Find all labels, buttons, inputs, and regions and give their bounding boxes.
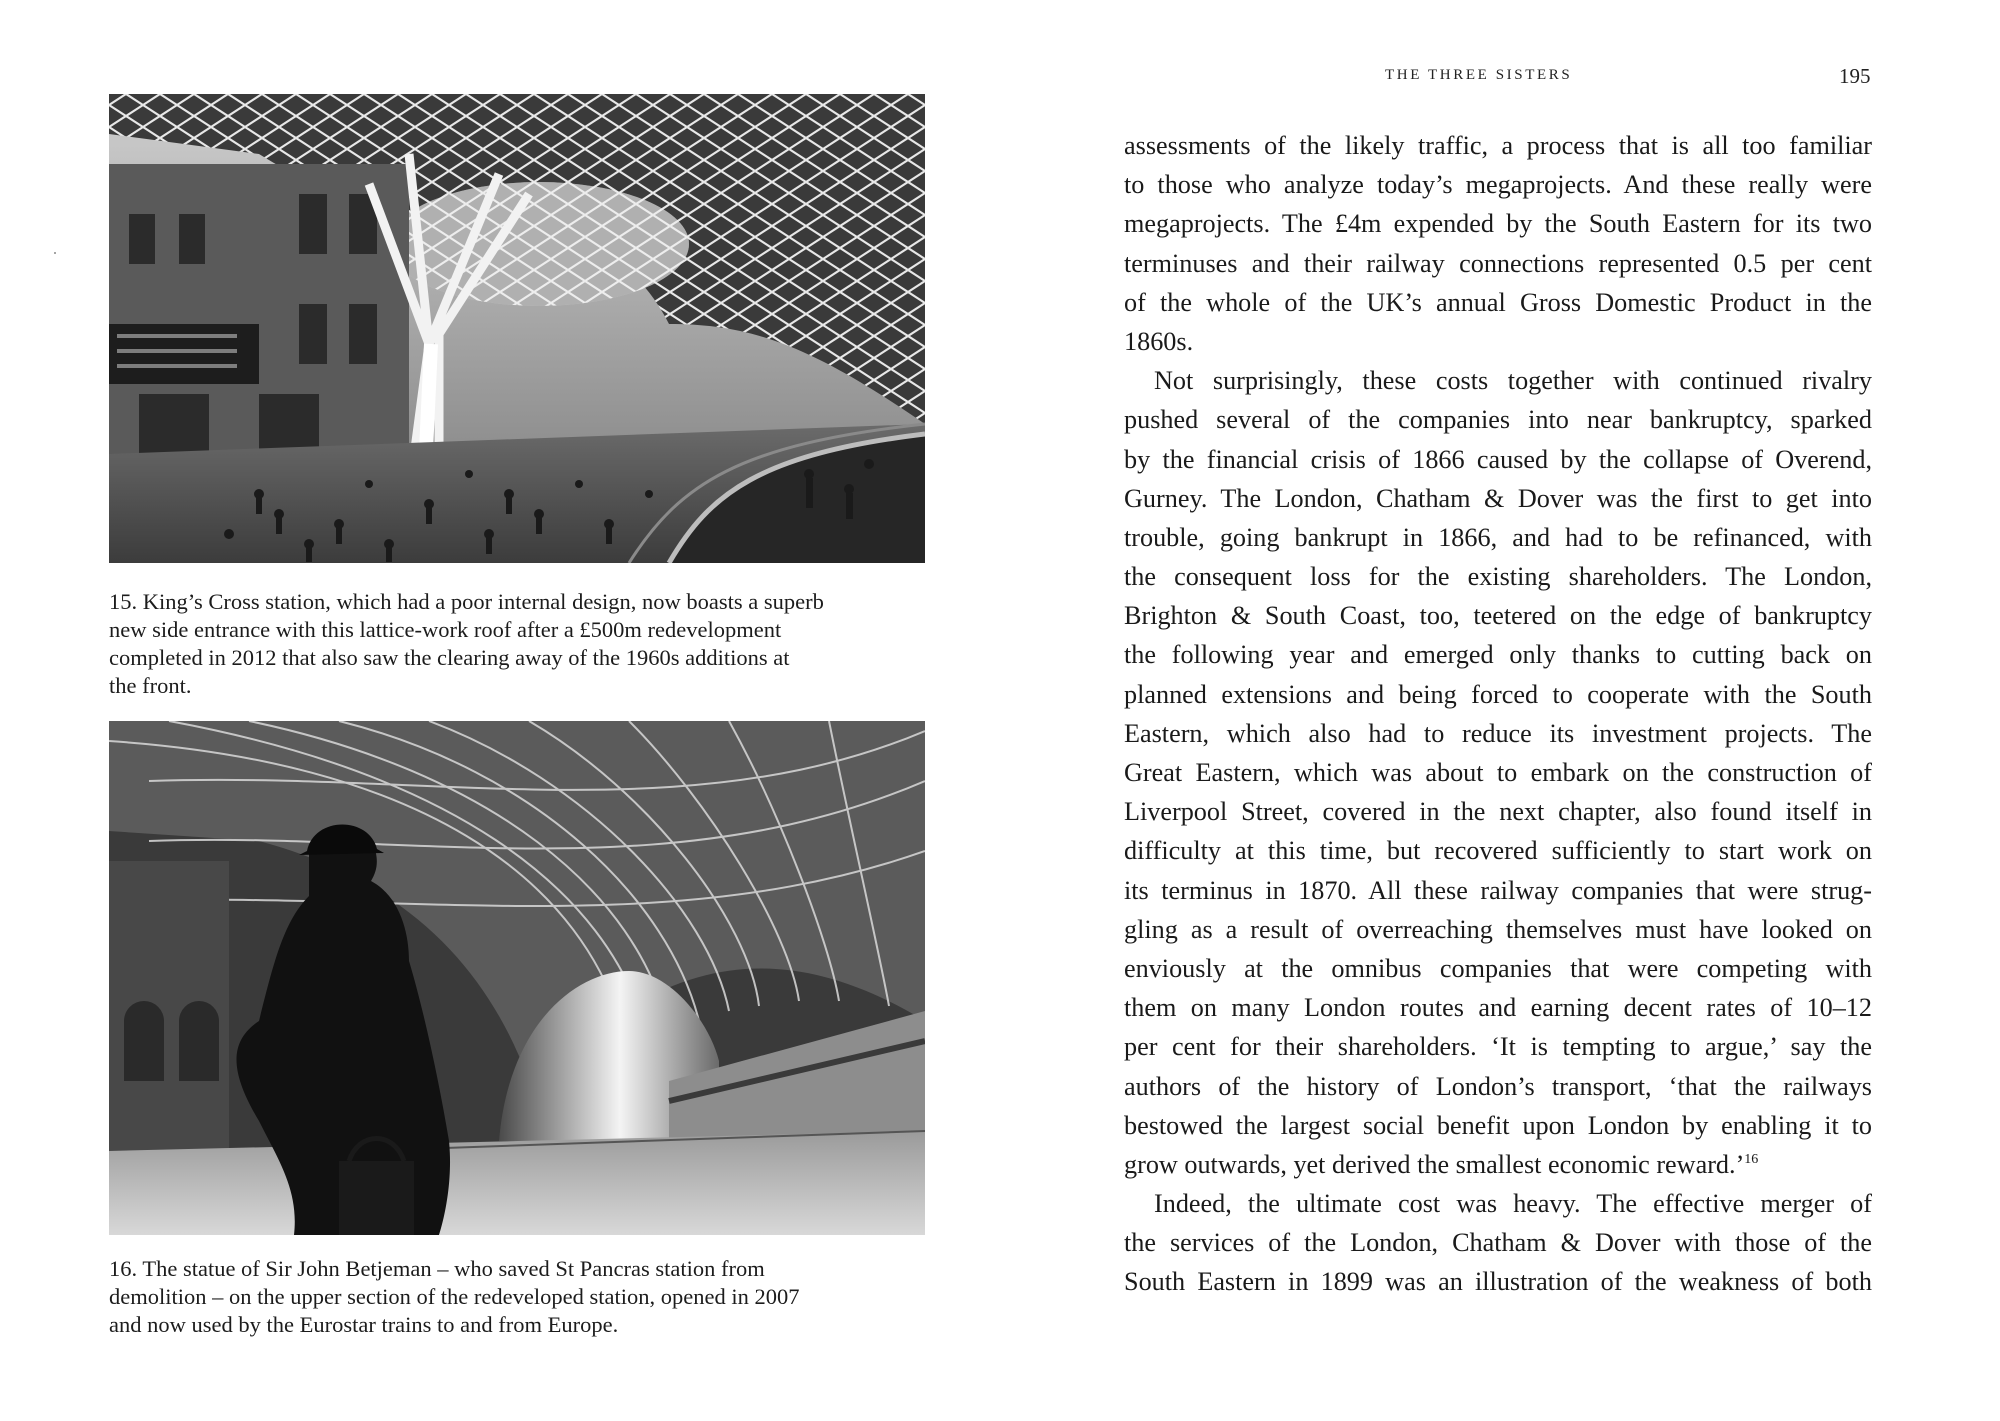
text-line: Indeed, the ultimate cost was heavy. The effective merger of — [1154, 1189, 1872, 1219]
text-line: the services of the London, Chatham & Dover with those of the — [1124, 1228, 1872, 1258]
body-text — [1124, 126, 1872, 1302]
caption-line: completed in 2012 that also saw the clearing away of the 1960s additions at — [109, 645, 790, 670]
text-line: bestowed the largest social benefit upon London by enabling it to — [1124, 1110, 1872, 1140]
text-line: pushed several of the companies into near bankruptcy, sparked — [1124, 405, 1872, 435]
text-line: by the financial crisis of 1866 caused by the collapse of Overend, — [1124, 444, 1872, 474]
caption-line: 15. King’s Cross station, which had a poor internal design, now boasts a superb — [109, 589, 824, 614]
photo-caption-15 — [109, 588, 929, 700]
text-line: enviously at the omnibus companies that were competing with — [1124, 953, 1872, 983]
scan-speck — [54, 252, 56, 254]
text-line: Eastern, which also had to reduce its investment projects. The — [1124, 718, 1872, 748]
text-line: South Eastern in 1899 was an illustration of the weakness of both — [1124, 1267, 1872, 1297]
caption-line: demolition – on the upper section of the redeveloped station, opened in 2007 — [109, 1284, 800, 1309]
kings-cross-lattice-roof-photo — [109, 94, 925, 563]
text-line: grow outwards, yet derived the smallest economic reward.’ — [1124, 1149, 1745, 1179]
text-line: difficulty at this time, but recovered sufficiently to start work on — [1124, 836, 1872, 866]
text-line: terminuses and their railway connections represented 0.5 per cent — [1124, 248, 1872, 278]
betjeman-statue-st-pancras-photo — [109, 721, 925, 1235]
text-line: assessments of the likely traffic, a process that is all too familiar — [1124, 131, 1872, 160]
footnote-reference[interactable]: 16 — [1744, 1151, 1759, 1167]
caption-line: 16. The statue of Sir John Betjeman – who saved St Pancras station from — [109, 1256, 765, 1281]
text-line: gling as a result of overreaching themselves must have looked on — [1124, 914, 1872, 944]
text-line: trouble, going bankrupt in 1866, and had to be refinanced, with — [1124, 522, 1872, 552]
caption-line: the front. — [109, 673, 192, 698]
caption-line: new side entrance with this lattice-work roof after a £500m redevelopment — [109, 617, 782, 642]
text-line-with-footnote — [1124, 1145, 1872, 1184]
text-line: authors of the history of London’s transport, ‘that the railways — [1124, 1071, 1872, 1101]
text-line: Great Eastern, which was about to embark on the construction of — [1124, 758, 1872, 787]
text-line: the consequent loss for the existing shareholders. The London, — [1124, 562, 1872, 592]
text-line: Brighton & South Coast, too, teetered on the edge of bankruptcy — [1124, 601, 1872, 631]
text-line: the following year and emerged only thanks to cutting back on — [1124, 640, 1872, 670]
text-line: 1860s. — [1124, 326, 1194, 356]
text-line: Liverpool Street, covered in the next chapter, also found itself in — [1124, 797, 1872, 827]
text-line: Not surprisingly, these costs together with continued rivalry — [1154, 366, 1872, 396]
text-line: of the whole of the UK’s annual Gross Domestic Product in the — [1124, 287, 1872, 317]
text-line: them on many London routes and earning decent rates of 10–12 — [1124, 993, 1872, 1023]
photo-caption-16 — [109, 1255, 929, 1339]
text-line: per cent for their shareholders. ‘It is tempting to argue,’ say the — [1124, 1032, 1872, 1062]
text-line: planned extensions and being forced to cooperate with the South — [1124, 679, 1872, 709]
text-line: to those who analyze today’s megaprojects. And these really were — [1124, 170, 1872, 200]
caption-line: and now used by the Eurostar trains to and from Europe. — [109, 1312, 619, 1337]
text-line: megaprojects. The £4m expended by the South Eastern for its two — [1124, 209, 1872, 239]
text-line: its terminus in 1870. All these railway companies that were strug- — [1124, 875, 1872, 905]
page-number: 195 — [1839, 64, 1871, 88]
text-line: Gurney. The London, Chatham & Dover was the first to get into — [1124, 483, 1872, 513]
st-pancras-illustration — [109, 721, 925, 1235]
running-head: THE THREE SISTERS — [1385, 67, 1573, 83]
kings-cross-illustration — [109, 94, 925, 563]
